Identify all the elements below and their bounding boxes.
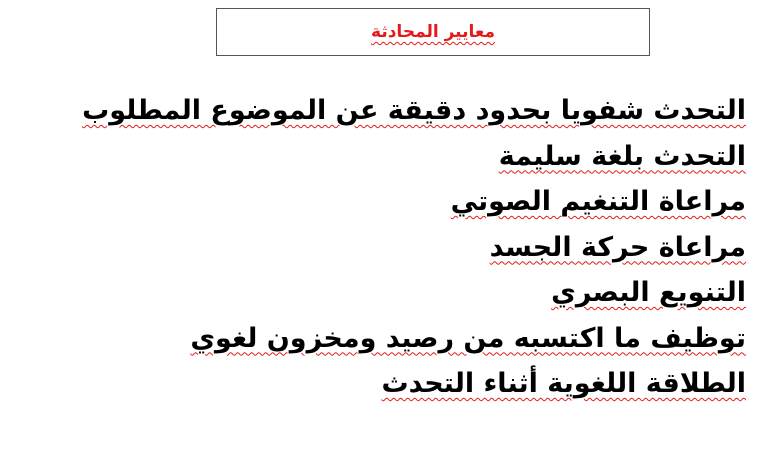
criteria-item: الطلاقة اللغوية أثناء التحدث: [381, 368, 746, 399]
criteria-item: التحدث بلغة سليمة: [498, 140, 746, 172]
title-box: [216, 8, 650, 56]
criteria-item: توظيف ما اكتسبه من رصيد ومخزون لغوي: [190, 322, 746, 354]
criteria-list: [26, 88, 746, 407]
criteria-item: مراعاة حركة الجسد: [489, 231, 746, 263]
page-title: معايير المحادثة: [371, 22, 495, 42]
criteria-item: التنويع البصري: [551, 277, 746, 308]
criteria-item: التحدث شفويا بحدود دقيقة عن الموضوع المطلوب: [82, 95, 746, 126]
criteria-item: مراعاة التنغيم الصوتي: [450, 186, 746, 217]
